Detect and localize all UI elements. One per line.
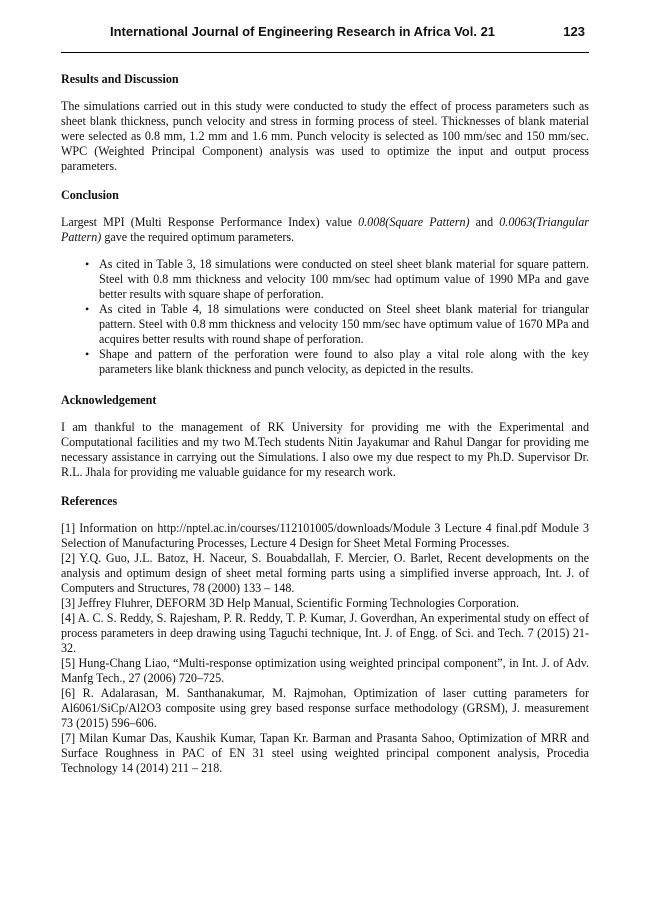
list-item	[61, 347, 589, 377]
running-header	[61, 22, 589, 42]
reference-item: [7] Milan Kumar Das, Kaushik Kumar, Tapan Kr. Barman and Prasanta Sahoo, Optimization of MRR and Surface Roughness in PAC of EN 31 steel using weighted principal component analysis, Procedia Technology 14 (2014) 211 – 218.	[61, 731, 589, 775]
bullet-text: As cited in Table 3, 18 simulations were conducted on steel sheet blank material for square pattern. Steel with 0.8 mm thickness and velocity 100 mm/sec had optimum value of 1990 MPa and gave better results with square shape of perforation.	[99, 257, 589, 301]
conclusion-intro-text-1: Largest MPI (Multi Response Performance Index) value	[61, 215, 352, 229]
article-body	[61, 72, 589, 776]
bullet-text: As cited in Table 4, 18 simulations were conducted on Steel sheet blank material for triangular pattern. Steel with 0.8 mm thickness and velocity 150 mm/sec have optimum value of 1670 MPa and acquires better results with round shape of perforation.	[99, 302, 589, 346]
reference-item: [1] Information on http://nptel.ac.in/courses/112101005/downloads/Module 3 Lecture 4 final.pdf Module 3 Selection of Manufacturing Processes, Lecture 4 Design for Sheet Metal Forming Processes.	[61, 521, 589, 550]
list-item	[61, 257, 589, 302]
conclusion-and: and	[475, 215, 494, 229]
reference-item: [6] R. Adalarasan, M. Santhanakumar, M. Rajmohan, Optimization of laser cutting parameters for Al6061/SiCp/Al2O3 composite using grey based response surface methodology (GRSM), J. measurement 73 (2015) 596–606.	[61, 686, 589, 730]
bullet-text: Shape and pattern of the perforation were found to also play a vital role along with the key parameters like blank thickness and punch velocity, as depicted in the results.	[99, 347, 589, 376]
reference-item: [2] Y.Q. Guo, J.L. Batoz, H. Naceur, S. Bouabdallah, F. Mercier, O. Barlet, Recent developments on the analysis and optimum design of sheet metal forming parts using a simplified inverse approach, Int. J. of Computers and Structures, 78 (2000) 133 – 148.	[61, 551, 589, 595]
results-paragraph: The simulations carried out in this study were conducted to study the effect of process parameters such as sheet blank thickness, punch velocity and stress in forming process of steel. Thicknesses of blank material were selected as 0.8 mm, 1.2 mm and 1.6 mm. Punch velocity is selected as 100 mm/sec and 150 mm/sec. WPC (Weighted Principal Component) analysis was used to optimize the input and output process parameters.	[61, 99, 589, 173]
conclusion-heading: Conclusion	[61, 188, 119, 202]
acknowledgement-paragraph: I am thankful to the management of RK University for providing me with the Experimental and Computational facilities and my two M.Tech students Nitin Jayakumar and Rahul Dangar for providing me necessary assistance in carrying out the Simulations. I also owe my due respect to my Ph.D. Supervisor Dr. R.L. Jhala for providing me valuable guidance for my research work.	[61, 420, 589, 479]
results-heading: Results and Discussion	[61, 72, 179, 86]
conclusion-intro	[61, 215, 589, 245]
bullet-icon: •	[85, 347, 90, 361]
list-item	[61, 302, 589, 347]
conclusion-bullet-list	[61, 257, 589, 377]
mpi-triangular-value: 0.0063(Triangular Pattern)	[61, 215, 589, 244]
reference-item: [4] A. C. S. Reddy, S. Rajesham, P. R. Reddy, T. P. Kumar, J. Goverdhan, An experimental study on effect of process parameters in deep drawing using Taguchi technique, Int. J. of Engg. of Sci. and Tech. 7 (2015) 21-32.	[61, 611, 589, 655]
references-heading: References	[61, 494, 118, 508]
conclusion-section	[61, 188, 589, 377]
reference-item: [5] Hung-Chang Liao, “Multi-response optimization using weighted principal component”, in Int. J. of Adv. Manfg Tech., 27 (2006) 720–725.	[61, 656, 589, 685]
acknowledgement-section	[61, 393, 589, 480]
journal-title: International Journal of Engineering Research in Africa Vol. 21	[110, 24, 496, 39]
results-section	[61, 72, 589, 174]
references-section	[61, 494, 589, 776]
page-number: 123	[563, 24, 585, 39]
mpi-square-value: 0.008(Square Pattern)	[358, 215, 470, 229]
bullet-icon: •	[85, 302, 90, 316]
acknowledgement-heading: Acknowledgement	[61, 393, 157, 407]
conclusion-intro-text-2: gave the required optimum parameters.	[104, 230, 295, 244]
header-rule	[61, 52, 589, 53]
bullet-icon: •	[85, 257, 90, 271]
reference-item: [3] Jeffrey Fluhrer, DEFORM 3D Help Manual, Scientific Forming Technologies Corporation.	[61, 596, 520, 610]
